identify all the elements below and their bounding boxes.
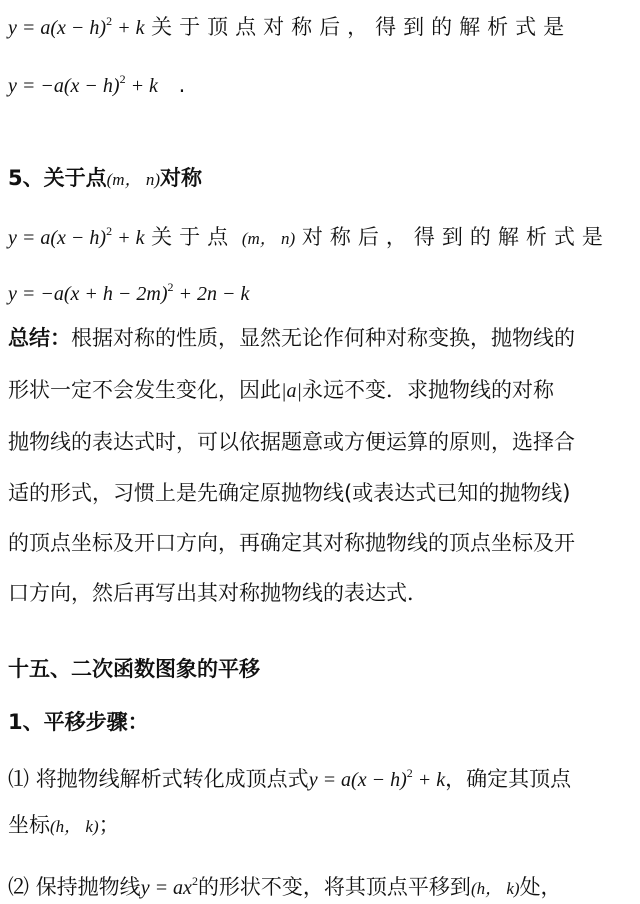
step1-line2-text: 坐标: [8, 813, 50, 837]
step1-point: (h， k): [50, 817, 99, 836]
step1-tail: ，确定其顶点: [445, 767, 572, 791]
sec4-line-2: [8, 64, 632, 101]
abs-a: |a|: [281, 380, 302, 402]
step1-formula: $y = a(x - h)^2 + k$: [308, 766, 446, 791]
step2-end: 处，: [519, 875, 562, 899]
sec5-line-2: [8, 272, 632, 309]
sec5-result-formula: $y = -a(x + h - 2m)^2 + 2n - k$: [8, 280, 250, 305]
result-formula: $y = -a(x - h)^2 + k$: [8, 72, 158, 97]
summary-text-1: 根据对称的性质，显然无论作何种对称变换，抛物线的: [71, 326, 575, 350]
step1-text: 将抛物线解析式转化成顶点式: [35, 767, 309, 791]
summary-label: 总结：: [8, 326, 71, 350]
step2-line-1: [8, 866, 632, 904]
sec5-point: (m， n): [241, 229, 296, 248]
step1-end: ；: [98, 813, 120, 837]
sec5-heading-suffix: 对称: [159, 166, 202, 190]
sec5-text-a: 关于点: [151, 225, 236, 249]
summary-line-1: [8, 323, 632, 353]
sec15-subheading: 1、平移步骤：: [8, 710, 149, 734]
summary-line-6: 口方向，然后再写出其对称抛物线的表达式．: [8, 581, 428, 605]
sec4-text: 关于顶点对称后，得到的解析式是: [151, 15, 572, 39]
step1-line-2: [8, 810, 632, 842]
summary-line-2: [8, 375, 632, 406]
step2-number: ⑵: [8, 875, 29, 899]
original-formula: $y = a(x - h)^2 + k$: [8, 14, 145, 39]
summary-text-2b: 永远不变．求抛物线的对称: [302, 378, 554, 402]
sec5-heading-prefix: 5、关于点: [8, 166, 107, 190]
summary-text-2a: 形状一定不会发生变化，因此: [8, 378, 281, 402]
step2-text-a: 保持抛物线: [35, 875, 141, 899]
step2-point: (h， k): [470, 879, 520, 898]
summary-line-5: 的顶点坐标及开口方向，再确定其对称抛物线的顶点坐标及开: [8, 531, 575, 555]
step2-text-b: 的形状不变，将其顶点平移到: [197, 875, 471, 899]
sec5-heading-point: (m， n): [106, 170, 160, 189]
sec5-text-b: 对称后，得到的解析式是: [301, 225, 610, 249]
step1-line-1: [8, 758, 632, 795]
step1-number: ⑴: [8, 767, 29, 791]
step2-formula: $y = ax^2$: [140, 874, 198, 899]
sec4-line-1: [8, 6, 632, 43]
sec5-line-1: [8, 216, 632, 254]
sec5-heading: [8, 163, 632, 195]
sec5-original-formula: $y = a(x - h)^2 + k$: [8, 224, 145, 249]
summary-line-3: 抛物线的表达式时，可以依据题意或方便运算的原则，选择合: [8, 430, 575, 454]
period: .: [178, 73, 186, 97]
summary-line-4: 适的形式，习惯上是先确定原抛物线(或表达式已知的抛物线): [8, 481, 571, 505]
sec15-heading: 十五、二次函数图象的平移: [8, 657, 260, 681]
